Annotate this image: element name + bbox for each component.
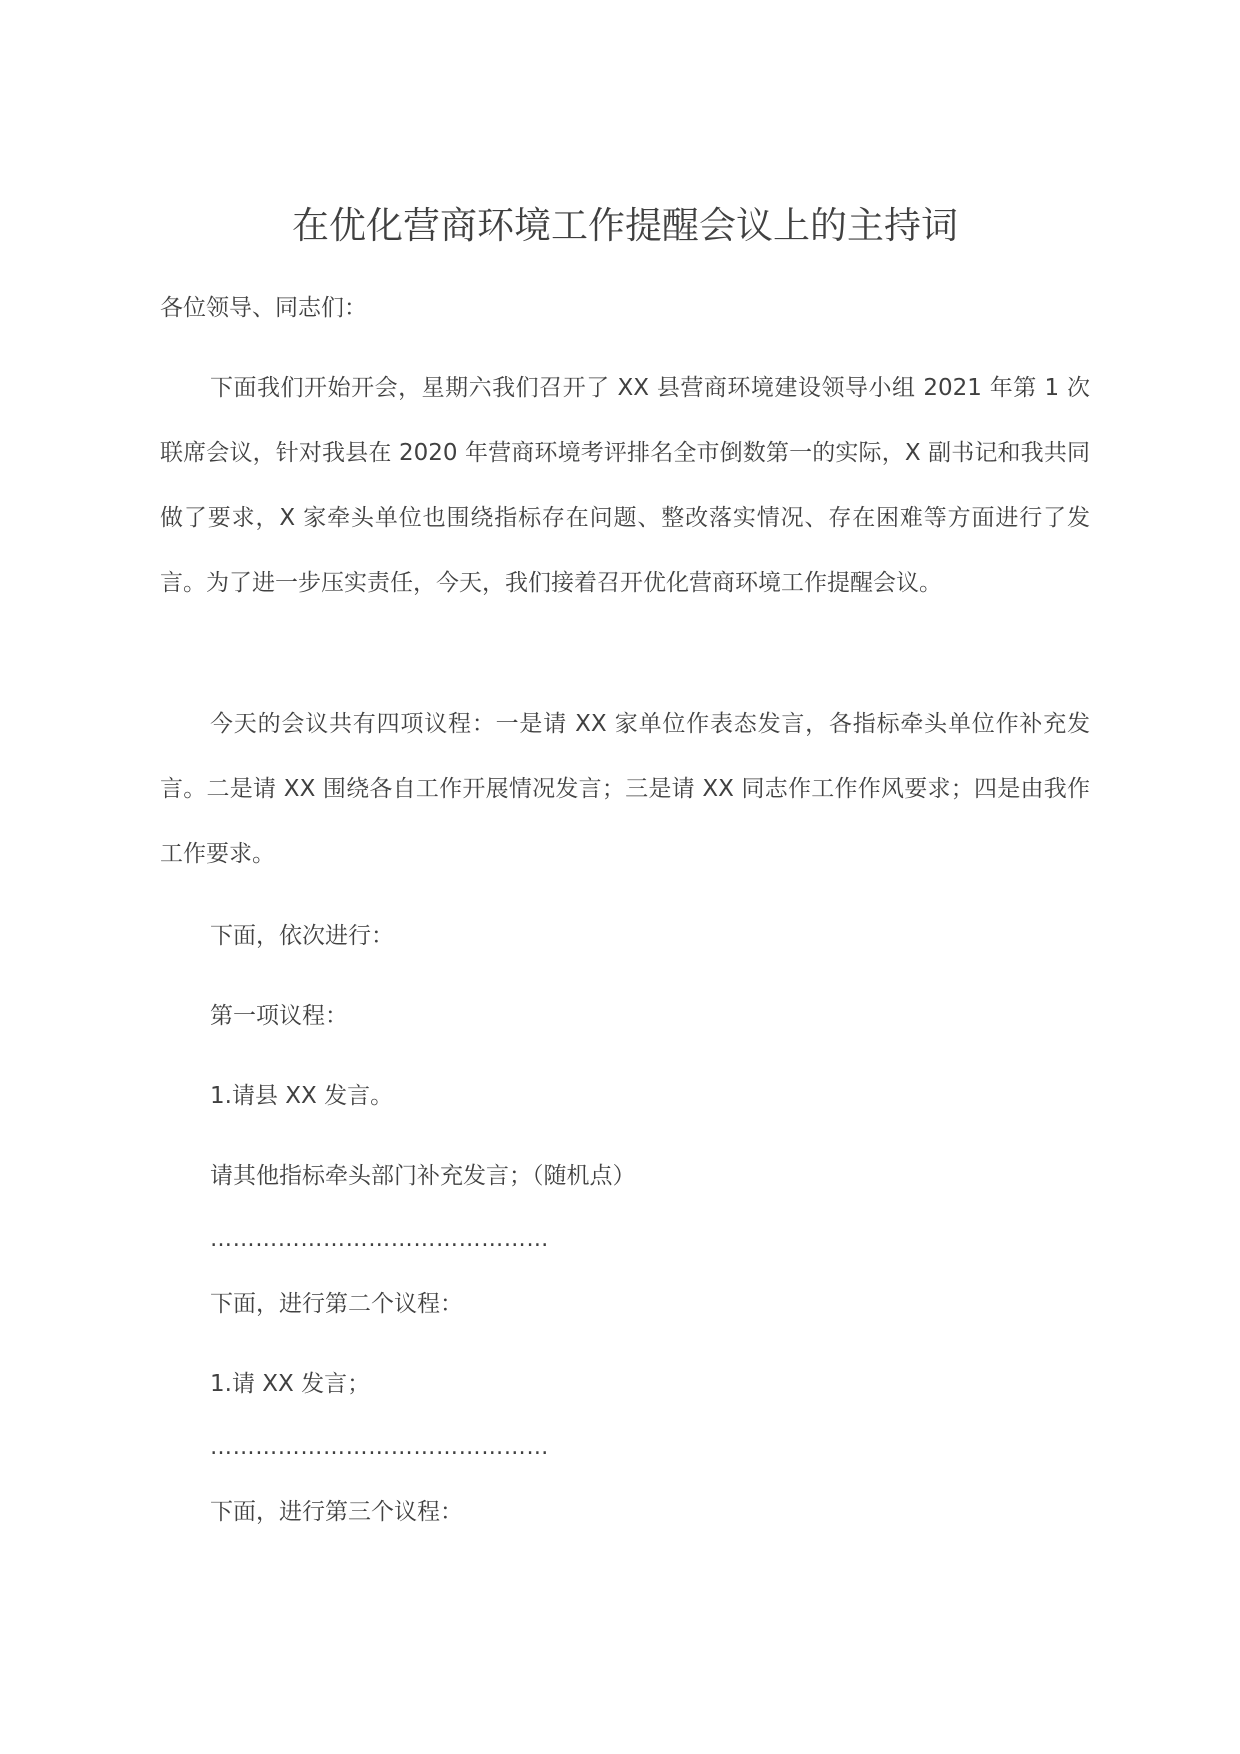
paragraph-agenda: 今天的会议共有四项议程：一是请 XX 家单位作表态发言，各指标牵头单位作补充发言。二是请 XX 围绕各自工作开展情况发言；三是请 XX 同志作工作作风要求；四是由我作工作要求。 bbox=[160, 711, 1090, 867]
agenda-item-1-heading: 第一项议程： bbox=[210, 1003, 348, 1029]
agenda-item-3-heading: 下面，进行第三个议程： bbox=[210, 1499, 463, 1525]
agenda-item-2-speaker: 1.请 XX 发言； bbox=[210, 1371, 371, 1397]
ellipsis-divider: ……………………………………… bbox=[210, 1227, 549, 1252]
agenda-item-1-speaker: 1.请县 XX 发言。 bbox=[210, 1083, 394, 1109]
agenda-item-2-heading: 下面，进行第二个议程： bbox=[210, 1291, 463, 1317]
document-title: 在优化营商环境工作提醒会议上的主持词 bbox=[292, 204, 958, 247]
agenda-item-1-supplement: 请其他指标牵头部门补充发言；（随机点） bbox=[210, 1163, 636, 1189]
ellipsis-divider: ……………………………………… bbox=[210, 1435, 549, 1460]
salutation: 各位领导、同志们： bbox=[160, 295, 367, 321]
document-page bbox=[160, 0, 1090, 1754]
paragraph-opening: 下面我们开始开会，星期六我们召开了 XX 县营商环境建设领导小组 2021 年第 1 次联席会议，针对我县在 2020 年营商环境考评排名全市倒数第一的实际，X 副书记和我共同做了要求，X 家牵头单位也围绕指标存在问题、整改落实情况、存在困难等方面进行了发言。为了进一步压实责任，今天，我们接着召开优化营商环境工作提醒会议。 bbox=[160, 375, 1090, 596]
agenda-line-proceed: 下面，依次进行： bbox=[210, 923, 394, 949]
